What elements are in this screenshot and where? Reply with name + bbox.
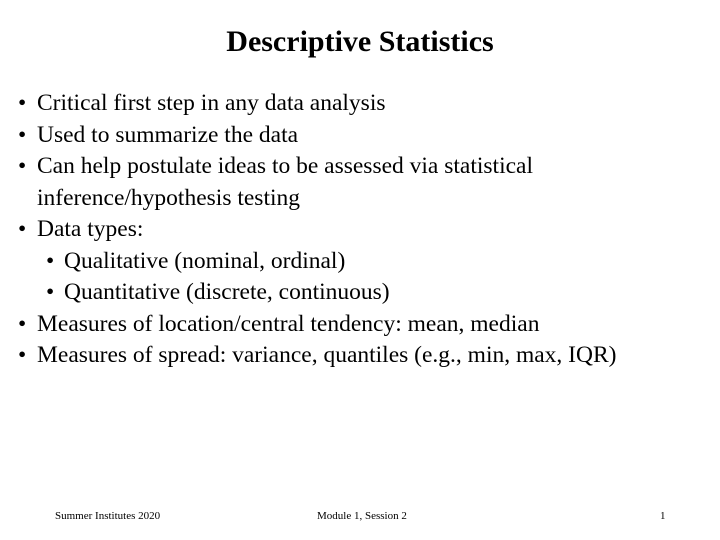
bullet-text: Qualitative (nominal, ordinal) (64, 247, 346, 274)
bullet-item (18, 88, 718, 120)
bullet-text: Quantitative (discrete, continuous) (64, 279, 390, 305)
bullet-item (18, 214, 718, 246)
bullet-list (18, 88, 718, 372)
bullet-text-continuation: inference/hypothesis testing (37, 184, 300, 211)
bullet-icon: • (18, 121, 27, 148)
bullet-icon: • (18, 153, 27, 179)
slide-title: Descriptive Statistics (226, 25, 494, 58)
bullet-text: Used to summarize the data (37, 121, 299, 148)
bullet-item (18, 340, 718, 372)
bullet-text: Measures of location/central tendency: mean, median (37, 310, 540, 337)
bullet-icon: • (46, 279, 55, 305)
bullet-icon: • (18, 310, 27, 337)
bullet-item (18, 120, 718, 152)
footer-left-text: Summer Institutes 2020 (55, 510, 161, 522)
bullet-text: Critical first step in any data analysis (37, 90, 386, 116)
bullet-text: Can help postulate ideas to be assessed via statistical (37, 153, 533, 179)
bullet-text: Data types: (37, 216, 144, 242)
sub-bullet-item (18, 277, 718, 309)
bullet-icon: • (18, 216, 27, 242)
page-number: 1 (660, 510, 666, 522)
bullet-icon: • (46, 247, 55, 274)
bullet-item (18, 151, 718, 214)
bullet-icon: • (18, 342, 27, 368)
bullet-icon: • (18, 90, 27, 116)
bullet-item (18, 309, 718, 341)
footer-center-text: Module 1, Session 2 (317, 510, 407, 522)
bullet-text: Measures of spread: variance, quantiles (e.g., min, max, IQR) (37, 342, 617, 368)
sub-bullet-item (18, 246, 718, 278)
